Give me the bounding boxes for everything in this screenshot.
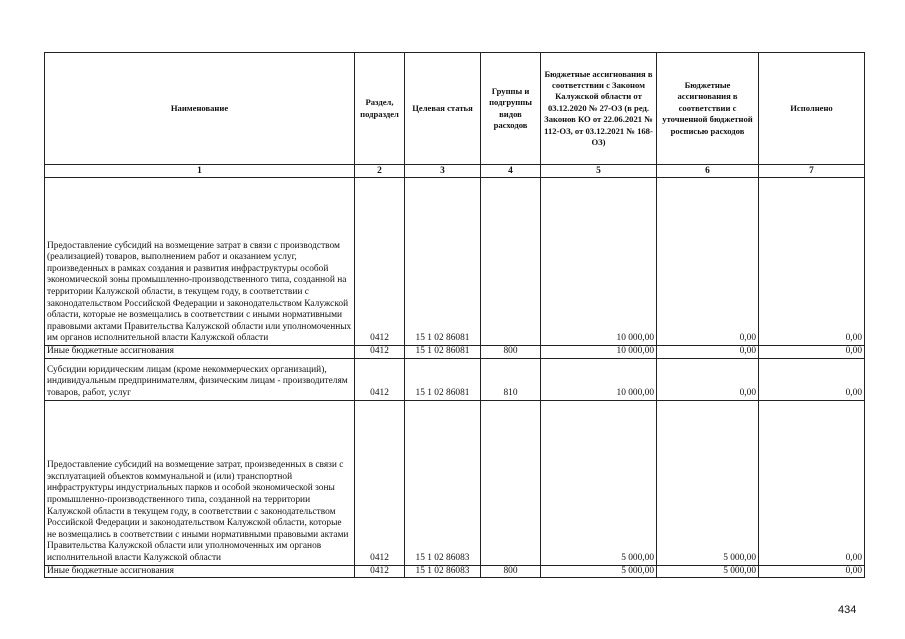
row-group <box>481 178 541 346</box>
row-target: 15 1 02 86081 <box>405 346 481 359</box>
column-number: 2 <box>355 165 405 178</box>
row-target: 15 1 02 86081 <box>405 358 481 400</box>
row-name: Предоставление субсидий на возмещение затрат в связи с производством (реализацией) товаров, выполнением работ и оказанием услуг, произведенных в рамках создания и развития инфраструктуры особой экономической зоны промышленно-производственного типа, созданной на территории Калужской области, в текущем году, в соответствии с законодательством Российской Федерации и законодательством Калужской области, которые не возмещались в соответствии с иными нормативными правовыми актами Правительства Калужской области или уполномоченных им органов исполнительной власти Калужской области <box>45 178 355 346</box>
row-law-amount: 10 000,00 <box>541 346 657 359</box>
header-groups: Группы и подгруппы видов расходов <box>481 53 541 165</box>
row-group: 810 <box>481 358 541 400</box>
row-target: 15 1 02 86083 <box>405 565 481 578</box>
row-section: 0412 <box>355 400 405 565</box>
column-number: 5 <box>541 165 657 178</box>
row-law-amount: 5 000,00 <box>541 565 657 578</box>
row-section: 0412 <box>355 346 405 359</box>
row-executed-amount: 0,00 <box>759 178 865 346</box>
row-executed-amount: 0,00 <box>759 565 865 578</box>
budget-table <box>44 52 865 578</box>
table-row <box>45 178 865 346</box>
header-section: Раздел, подраздел <box>355 53 405 165</box>
header-name: Наименование <box>45 53 355 165</box>
row-refined-amount: 0,00 <box>657 358 759 400</box>
table-row <box>45 346 865 359</box>
row-executed-amount: 0,00 <box>759 346 865 359</box>
column-number: 4 <box>481 165 541 178</box>
row-refined-amount: 5 000,00 <box>657 565 759 578</box>
header-refined-allocations: Бюджетные ассигнования в соответствии с уточненной бюджетной росписью расходов <box>657 53 759 165</box>
column-number: 3 <box>405 165 481 178</box>
row-target: 15 1 02 86083 <box>405 400 481 565</box>
row-executed-amount: 0,00 <box>759 400 865 565</box>
header-target: Целевая статья <box>405 53 481 165</box>
row-target: 15 1 02 86081 <box>405 178 481 346</box>
row-section: 0412 <box>355 358 405 400</box>
row-group: 800 <box>481 346 541 359</box>
header-law-allocations: Бюджетные ассигнования в соответствии с Законом Калужской области от 03.12.2020 № 27-ОЗ (в ред. Законов КО от 22.06.2021 № 112-ОЗ, от 03.12.2021 № 168-ОЗ) <box>541 53 657 165</box>
row-name: Иные бюджетные ассигнования <box>45 565 355 578</box>
row-executed-amount: 0,00 <box>759 358 865 400</box>
row-group: 800 <box>481 565 541 578</box>
row-group <box>481 400 541 565</box>
header-executed: Исполнено <box>759 53 865 165</box>
table-row <box>45 358 865 400</box>
table-row <box>45 565 865 578</box>
row-refined-amount: 0,00 <box>657 346 759 359</box>
row-section: 0412 <box>355 565 405 578</box>
row-name: Субсидии юридическим лицам (кроме некоммерческих организаций), индивидуальным предпринимателям, физическим лицам - производителям товаров, работ, услуг <box>45 358 355 400</box>
column-number-row <box>45 165 865 178</box>
row-section: 0412 <box>355 178 405 346</box>
column-number: 1 <box>45 165 355 178</box>
row-refined-amount: 0,00 <box>657 178 759 346</box>
table-row <box>45 400 865 565</box>
row-law-amount: 5 000,00 <box>541 400 657 565</box>
row-name: Иные бюджетные ассигнования <box>45 346 355 359</box>
page-number: 434 <box>838 604 857 616</box>
row-law-amount: 10 000,00 <box>541 358 657 400</box>
row-refined-amount: 5 000,00 <box>657 400 759 565</box>
column-number: 6 <box>657 165 759 178</box>
header-row <box>45 53 865 165</box>
row-name: Предоставление субсидий на возмещение затрат, произведенных в связи с эксплуатацией объектов коммунальной и (или) транспортной инфраструктуры индустриальных парков и особой экономической зоны промышленно-производственного типа, созданной на территории Калужской области в текущем году, в соответствии с законодательством Российской Федерации и законодательством Калужской области, которые не возмещались в соответствии с иными нормативными правовыми актами Правительства Калужской области или уполномоченных им органов исполнительной власти Калужской области <box>45 400 355 565</box>
row-law-amount: 10 000,00 <box>541 178 657 346</box>
column-number: 7 <box>759 165 865 178</box>
